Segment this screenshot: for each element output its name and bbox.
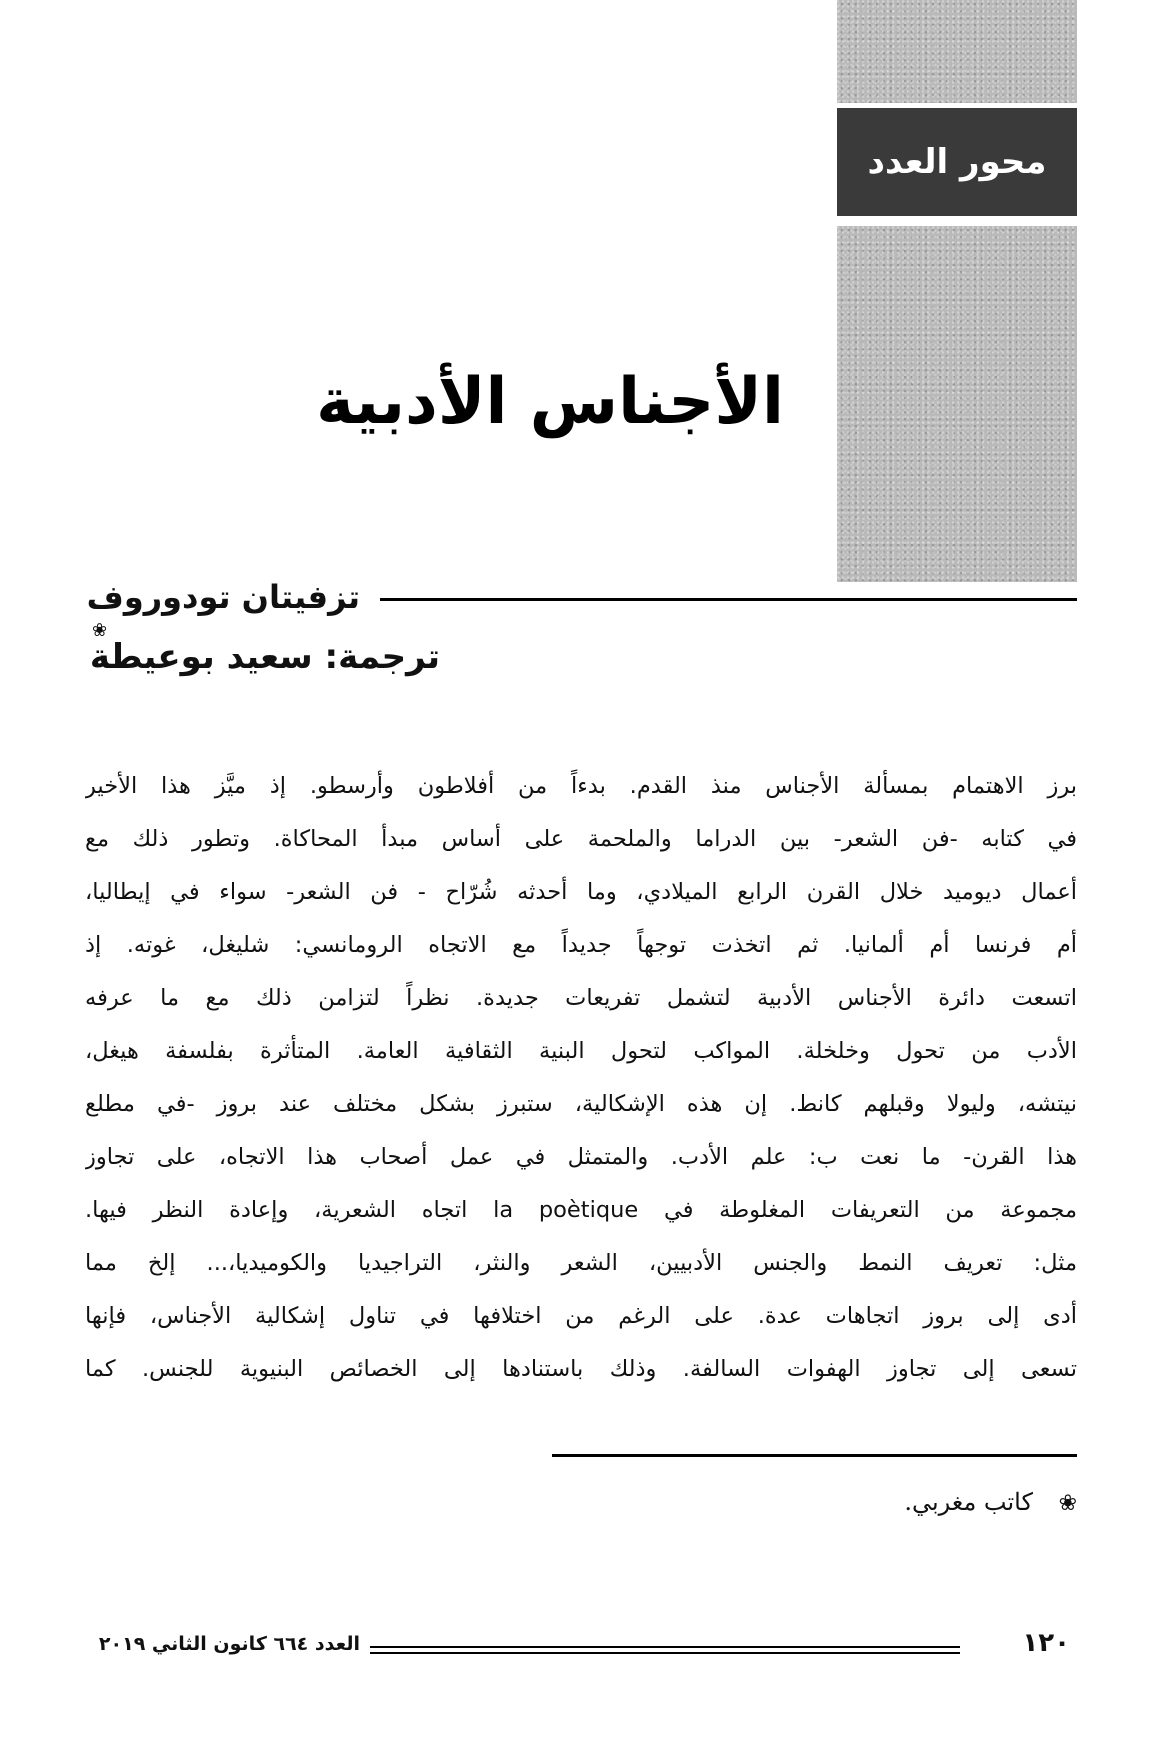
footnote-divider <box>552 1454 1077 1457</box>
body-line: مجموعة من التعريفات المغلوطة في la poètique اتجاه الشعرية، وإعادة النظر فيها. <box>85 1197 1077 1223</box>
page-number: ١٢٠ <box>1022 1628 1070 1658</box>
decorative-gray-block-top <box>837 0 1077 103</box>
footnote-text: كاتب مغربي. <box>904 1488 1033 1516</box>
decorative-gray-block-bottom <box>837 226 1077 582</box>
body-line: في كتابه -فن الشعر- بين الدراما والملحمة على أساس مبدأ المحاكاة. وتطور ذلك مع <box>85 826 1077 852</box>
body-line: هذا القرن- ما نعت ب: علم الأدب. والمتمثل في عمل أصحاب هذا الاتجاه، على تجاوز <box>85 1144 1077 1170</box>
body-line: أعمال ديوميد خلال القرن الرابع الميلادي، وما أحدثه شُرّاح - فن الشعر- سواء في إيطاليا، <box>85 879 1077 905</box>
footer-issue-info: العدد ٦٦٤ كانون الثاني ٢٠١٩ <box>98 1633 360 1655</box>
article-body <box>85 760 1077 1396</box>
body-line: الأدب من تحول وخلخلة. المواكب لتحول البنية الثقافية العامة. المتأثرة بفلسفة هيغل، <box>85 1038 1077 1064</box>
author-name: تزفيتان تودوروف <box>86 578 360 616</box>
body-line: أم فرنسا أم ألمانيا. ثم اتخذت توجهاً جديداً مع الاتجاه الرومانسي: شليغل، غوته. إذ <box>85 932 1077 958</box>
body-line: برز الاهتمام بمسألة الأجناس منذ القدم. بدءاً من أفلاطون وأرسطو. إذ ميَّز هذا الأخير <box>85 773 1077 799</box>
footer-rule-top <box>370 1646 960 1648</box>
translator-name: ترجمة: سعيد بوعيطة <box>89 637 440 677</box>
title-divider <box>380 598 1077 601</box>
section-label: محور العدد <box>867 142 1047 182</box>
footnote-flower-icon: ❀ <box>1058 1491 1077 1516</box>
body-line: تسعى إلى تجاوز الهفوات السالفة. وذلك باستنادها إلى الخصائص البنيوية للجنس. كما <box>85 1356 1077 1382</box>
body-line: اتسعت دائرة الأجناس الأدبية لتشمل تفريعات جديدة. نظراً لتزامن ذلك مع ما عرفه <box>85 985 1077 1011</box>
section-label-box <box>837 108 1077 216</box>
flower-mark-icon: ❀ <box>92 620 108 641</box>
body-line: أدى إلى بروز اتجاهات عدة. على الرغم من اختلافها في تناول إشكالية الأجناس، فإنها <box>85 1303 1077 1329</box>
body-line: مثل: تعريف النمط والجنس الأدبيين، الشعر والنثر، التراجيديا والكوميديا،... إلخ مما <box>85 1250 1077 1276</box>
footer-rule-bottom <box>370 1652 960 1654</box>
article-title: الأجناس الأدبية <box>316 365 784 439</box>
body-line: نيتشه، وليولا وقبلهم كانط. إن هذه الإشكالية، ستبرز بشكل مختلف عند بروز -في مطلع <box>85 1091 1077 1117</box>
footnote <box>700 1488 1077 1516</box>
